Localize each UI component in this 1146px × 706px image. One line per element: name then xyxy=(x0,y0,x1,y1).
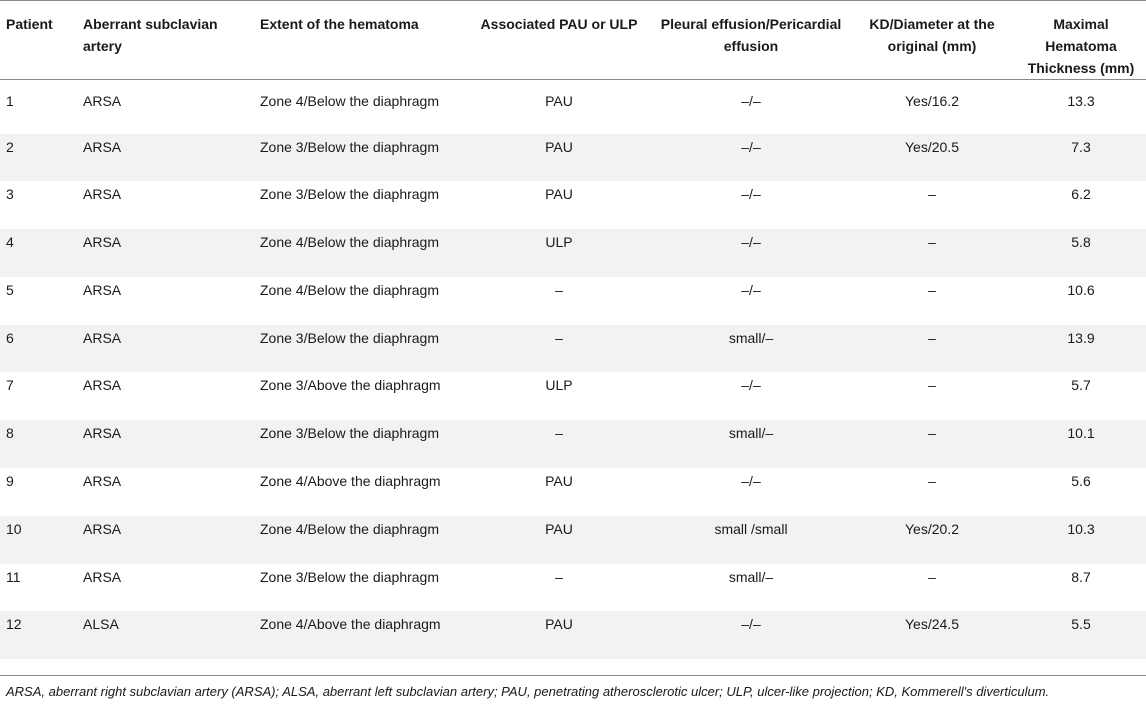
cell-hematoma-thickness: 5.7 xyxy=(1071,377,1091,394)
cell-effusion: –/– xyxy=(654,611,848,659)
cell-aberrant-artery: ARSA xyxy=(77,229,254,277)
cell-hematoma-extent: Zone 4/Above the diaphragm xyxy=(260,473,441,490)
cell-hematoma-extent: Zone 3/Below the diaphragm xyxy=(260,186,439,203)
cell-effusion: –/– xyxy=(741,281,761,298)
cell-pau-ulp: PAU xyxy=(545,93,573,109)
cell-effusion: small/– xyxy=(654,325,848,373)
table-body xyxy=(0,80,1146,660)
cell-hematoma-extent: Zone 4/Below the diaphragm xyxy=(254,229,464,277)
column-header-patient: Patient xyxy=(0,1,77,80)
cell-hematoma-extent: Zone 3/Below the diaphragm xyxy=(254,134,464,182)
table-row xyxy=(0,611,1146,659)
cell-patient: 5 xyxy=(6,281,14,298)
cell-hematoma-extent: Zone 3/Above the diaphragm xyxy=(260,377,441,394)
cell-effusion: small /small xyxy=(654,516,848,564)
cell-hematoma-extent: Zone 3/Below the diaphragm xyxy=(254,420,464,468)
cell-effusion: –/– xyxy=(654,134,848,182)
table-footnote: ARSA, aberrant right subclavian artery (ARSA); ALSA, aberrant left subclavian artery; PAU, penetrating atherosclerotic ulcer; ULP, ulcer-like projection; KD, Kommerell's diverticulum. xyxy=(6,684,1050,699)
cell-hematoma-thickness: 5.5 xyxy=(1016,611,1146,659)
cell-hematoma-thickness: 5.6 xyxy=(1071,473,1091,490)
cell-aberrant-artery: ARSA xyxy=(83,377,122,394)
cell-kd-diameter: – xyxy=(848,229,1016,277)
cell-patient: 12 xyxy=(0,611,77,659)
table-row xyxy=(0,372,1146,420)
cell-effusion: –/– xyxy=(741,93,761,109)
cell-pau-ulp: – xyxy=(555,281,563,298)
column-header-hematoma-extent: Extent of the hematoma xyxy=(254,1,464,80)
cell-hematoma-thickness: 10.6 xyxy=(1067,281,1095,298)
table-row xyxy=(0,134,1146,182)
cell-pau-ulp: PAU xyxy=(464,134,654,182)
cell-pau-ulp: PAU xyxy=(545,473,573,490)
cell-effusion: small/– xyxy=(728,568,774,585)
cell-hematoma-extent: Zone 3/Below the diaphragm xyxy=(260,568,439,585)
cell-pau-ulp: – xyxy=(464,420,654,468)
cell-hematoma-extent: Zone 4/Below the diaphragm xyxy=(260,281,439,298)
cell-hematoma-thickness: 7.3 xyxy=(1016,134,1146,182)
cell-kd-diameter: Yes/20.5 xyxy=(848,134,1016,182)
cell-kd-diameter: – xyxy=(848,325,1016,373)
cell-aberrant-artery: ARSA xyxy=(77,420,254,468)
cell-hematoma-thickness: 10.1 xyxy=(1016,420,1146,468)
cell-aberrant-artery: ARSA xyxy=(77,134,254,182)
cell-patient: 6 xyxy=(0,325,77,373)
cell-patient: 11 xyxy=(6,568,21,585)
cell-patient: 1 xyxy=(6,93,14,109)
cell-hematoma-extent: Zone 4/Below the diaphragm xyxy=(254,516,464,564)
cell-pau-ulp: – xyxy=(555,568,563,585)
cell-patient: 7 xyxy=(6,377,14,394)
cell-patient: 10 xyxy=(0,516,77,564)
table-row xyxy=(0,325,1146,373)
cell-effusion: –/– xyxy=(654,229,848,277)
column-header-aberrant-artery: Aberrant subclavian artery xyxy=(77,1,254,80)
cell-effusion: –/– xyxy=(741,186,761,203)
cell-effusion: –/– xyxy=(741,377,761,394)
cell-kd-diameter: – xyxy=(928,281,936,298)
cell-kd-diameter: – xyxy=(928,568,936,585)
cell-aberrant-artery: ARSA xyxy=(77,516,254,564)
cell-aberrant-artery: ARSA xyxy=(83,568,122,585)
table-row xyxy=(0,229,1146,277)
cell-pau-ulp: ULP xyxy=(545,377,573,394)
cell-patient: 9 xyxy=(6,473,14,490)
cell-pau-ulp: PAU xyxy=(464,611,654,659)
cell-hematoma-extent: Zone 4/Above the diaphragm xyxy=(254,611,464,659)
cell-hematoma-thickness: 10.3 xyxy=(1016,516,1146,564)
cell-hematoma-thickness: 13.3 xyxy=(1067,93,1095,109)
cell-hematoma-thickness: 8.7 xyxy=(1071,568,1091,585)
cell-kd-diameter: – xyxy=(928,473,936,490)
cell-kd-diameter: – xyxy=(848,420,1016,468)
cell-pau-ulp: PAU xyxy=(545,186,573,203)
table-row xyxy=(0,468,1146,516)
table-row xyxy=(0,277,1146,325)
cell-kd-diameter: – xyxy=(928,186,936,203)
cell-effusion: –/– xyxy=(741,473,761,490)
cell-aberrant-artery: ARSA xyxy=(77,325,254,373)
cell-hematoma-extent: Zone 3/Below the diaphragm xyxy=(254,325,464,373)
cell-pau-ulp: – xyxy=(464,325,654,373)
table-row xyxy=(0,181,1146,229)
cell-kd-diameter: – xyxy=(928,377,936,394)
table-header xyxy=(0,1,1146,80)
cell-aberrant-artery: ALSA xyxy=(77,611,254,659)
cell-effusion: small/– xyxy=(654,420,848,468)
table-row xyxy=(0,420,1146,468)
table-row xyxy=(0,564,1146,612)
cell-patient: 2 xyxy=(0,134,77,182)
table-row xyxy=(0,516,1146,564)
cell-hematoma-thickness: 6.2 xyxy=(1071,186,1091,203)
cell-hematoma-extent: Zone 4/Below the diaphragm xyxy=(260,93,439,109)
table-row xyxy=(0,80,1146,134)
footer-divider xyxy=(0,675,1146,676)
cell-kd-diameter: Yes/24.5 xyxy=(848,611,1016,659)
cell-aberrant-artery: ARSA xyxy=(83,186,122,203)
cell-hematoma-thickness: 5.8 xyxy=(1016,229,1146,277)
column-header-hematoma-thickness: Maximal Hematoma Thickness (mm) xyxy=(1016,1,1146,80)
cell-kd-diameter: Yes/20.2 xyxy=(848,516,1016,564)
cell-pau-ulp: PAU xyxy=(464,516,654,564)
column-header-effusion: Pleural effusion/Pericardial effusion xyxy=(654,1,848,80)
cell-aberrant-artery: ARSA xyxy=(83,93,122,109)
cell-aberrant-artery: ARSA xyxy=(83,473,122,490)
cell-patient: 4 xyxy=(0,229,77,277)
column-header-kd-diameter: KD/Diameter at the original (mm) xyxy=(848,1,1016,80)
column-header-pau-ulp: Associated PAU or ULP xyxy=(464,1,654,80)
cell-patient: 3 xyxy=(6,186,14,203)
cell-patient: 8 xyxy=(0,420,77,468)
header-row xyxy=(0,1,1146,80)
cell-aberrant-artery: ARSA xyxy=(83,281,122,298)
cell-kd-diameter: Yes/16.2 xyxy=(905,93,959,109)
cell-pau-ulp: ULP xyxy=(464,229,654,277)
cell-hematoma-thickness: 13.9 xyxy=(1016,325,1146,373)
